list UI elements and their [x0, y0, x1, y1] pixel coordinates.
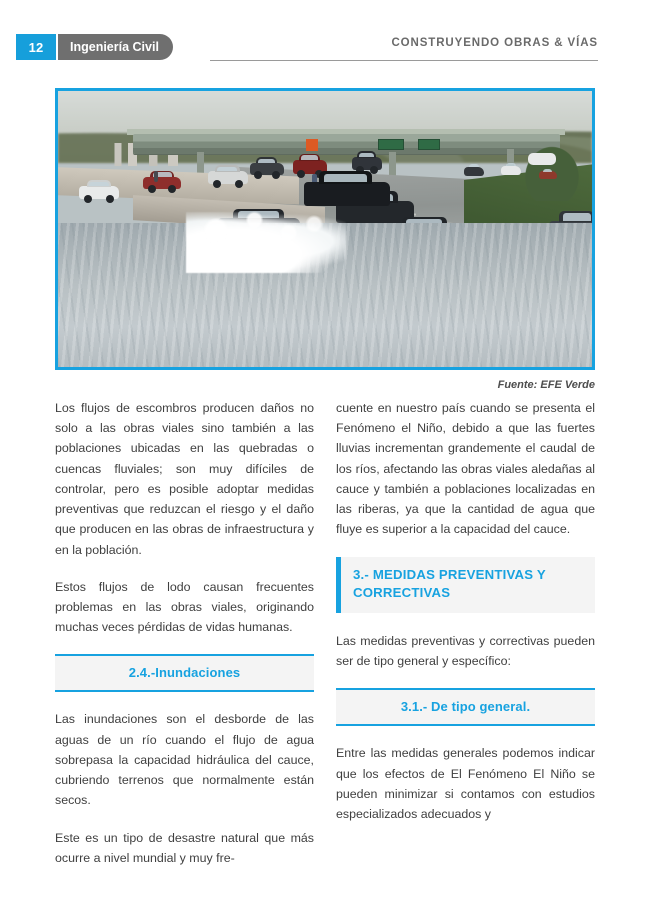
stopped-car [250, 163, 284, 175]
paragraph: Este es un tipo de desastre natural que más ocurre a nivel mundial y muy fre- [55, 830, 314, 865]
flood-figure [55, 88, 595, 391]
highway-sign [378, 139, 404, 150]
heading-de-tipo-general: 3.1.- De tipo general. [336, 688, 595, 726]
publication-title: CONSTRUYENDO OBRAS & VÍAS [391, 37, 598, 49]
distant-car [464, 167, 484, 176]
photo-frame [55, 88, 595, 370]
paragraph: cuente en nuestro país cuando se presenta el Fenómeno el Niño, debido a que las fuertes lluvias incrementan grandemente el caudal de los ríos, afectando las obras viales aledañas al cauce y también a poblaciones localizadas en las riberas, ya que la cantidad de agua que fluye es superior a la capacidad del cauce. [336, 401, 595, 537]
left-column [55, 398, 314, 868]
heading-medidas-preventivas: 3.- MEDIDAS PREVENTIVAS Y CORRECTIVAS [336, 557, 595, 613]
paragraph: Entre las medidas generales podemos indicar que los efectos de El Fenómeno El Niño se pueden minimizar si contamos con estudios especializados adecuados y [336, 746, 595, 822]
heading-inundaciones: 2.4.-Inundaciones [55, 654, 314, 692]
paragraph: Los flujos de escombros producen daños no solo a las obras viales sino también a las poblaciones ubicadas en las quebradas o cuencas fluviales; son muy difíciles de controlar, pero es posible adoptar medidas preventivas que reduzcan el riesgo y el daño que producen en las obras de infraestructura y en la población. [55, 401, 314, 557]
right-column [336, 398, 595, 868]
stopped-car [208, 171, 248, 184]
distant-car [539, 171, 557, 179]
stopped-car [79, 186, 119, 199]
header-divider [210, 60, 598, 61]
page-header [0, 34, 650, 62]
paragraph: Las medidas preventivas y correctivas pueden ser de tipo general y específico: [336, 634, 595, 669]
figure-caption: Fuente: EFE Verde [497, 379, 595, 391]
section-tab-ingenieria-civil: Ingeniería Civil [58, 34, 173, 60]
distant-car [501, 166, 521, 175]
two-column-body [55, 398, 595, 868]
highway-sign [418, 139, 440, 150]
pedestrian [154, 171, 158, 182]
tanker-truck [528, 153, 556, 165]
orange-construction-sign [306, 139, 318, 151]
water-spray [165, 201, 379, 251]
stopped-suv [352, 157, 382, 170]
paragraph: Estos flujos de lodo causan frecuentes problemas en las obras viales, originando muchas veces pérdidas de vidas humanas. [55, 579, 314, 635]
flood-photograph [58, 91, 592, 367]
page-number-badge: 12 [16, 34, 56, 60]
stopped-car [143, 177, 181, 189]
paragraph: Las inundaciones son el desborde de las aguas de un río cuando el flujo de agua sobrepasa la capacidad hidráulica del cauce, cubriendo terrenos que normalmente están secos. [55, 712, 314, 808]
